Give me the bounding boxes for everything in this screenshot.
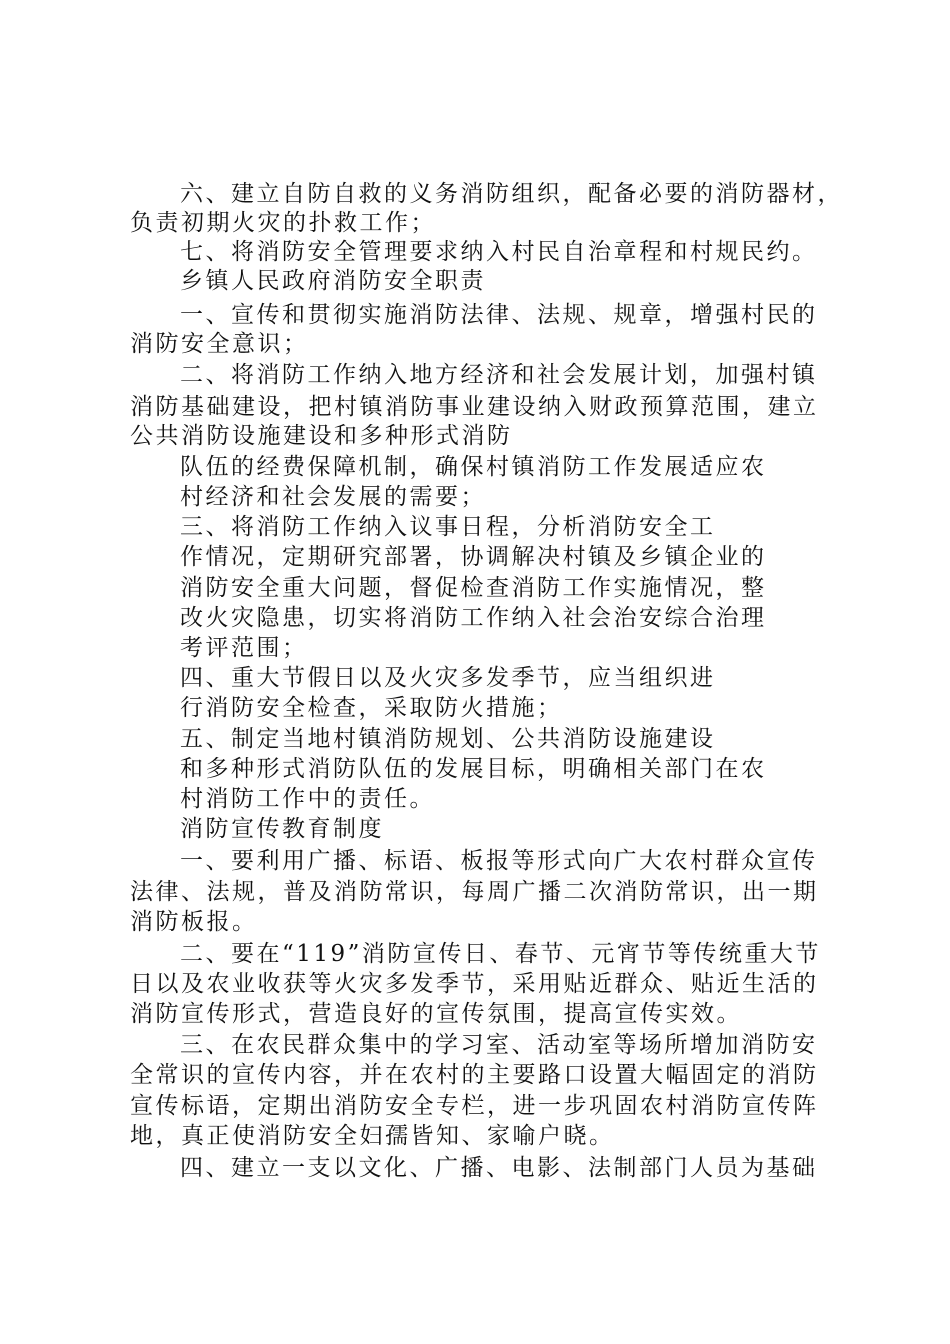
text-line: 消防安全重大问题，督促检查消防工作实施情况，整 (180, 575, 767, 601)
text-line: 作情况，定期研究部署，协调解决村镇及乡镇企业的 (180, 544, 767, 570)
text-line: 七、将消防安全管理要求纳入村民自治章程和村规民约。 (180, 239, 818, 265)
text-line: 村消防工作中的责任。 (180, 786, 435, 812)
section-heading: 乡镇人民政府消防安全职责 (180, 268, 486, 294)
text-line: 公共消防设施建设和多种形式消防 (130, 423, 513, 449)
text-line: 宣传标语，定期出消防安全专栏，进一步巩固农村消防宣传阵 (130, 1093, 819, 1119)
section-heading: 消防宣传教育制度 (180, 816, 384, 842)
text-line: 二、将消防工作纳入地方经济和社会发展计划，加强村镇 (180, 362, 818, 388)
text-line: 三、在农民群众集中的学习室、活动室等场所增加消防安 (180, 1032, 818, 1058)
text-line: 六、建立自防自救的义务消防组织，配备必要的消防器材， (180, 181, 843, 207)
text-line: 一、要利用广播、标语、板报等形式向广大农村群众宣传 (180, 848, 818, 874)
text-line: 考评范围； (180, 635, 308, 661)
text-line: 队伍的经费保障机制，确保村镇消防工作发展适应农 (180, 454, 767, 480)
text-line: 消防宣传形式，营造良好的宣传氛围，提高宣传实效。 (130, 1001, 742, 1027)
text-line: 和多种形式消防队伍的发展目标，明确相关部门在农 (180, 756, 767, 782)
text-line: 四、重大节假日以及火灾多发季节，应当组织进 (180, 665, 716, 691)
text-line: 消防板报。 (130, 909, 258, 935)
text-line: 一、宣传和贯彻实施消防法律、法规、规章，增强村民的 (180, 302, 818, 328)
text-line: 村经济和社会发展的需要； (180, 484, 486, 510)
text-line: 四、建立一支以文化、广播、电影、法制部门人员为基础 (180, 1155, 818, 1181)
text-line: 二、要在“119”消防宣传日、春节、元宵节等传统重大节 (180, 941, 821, 967)
text-line: 日以及农业收获等火灾多发季节，采用贴近群众、贴近生活的 (130, 971, 819, 997)
text-line: 行消防安全检查，采取防火措施； (180, 695, 563, 721)
text-line: 负责初期火灾的扑救工作； (130, 210, 436, 236)
text-line: 改火灾隐患，切实将消防工作纳入社会治安综合治理 (180, 605, 767, 631)
text-line: 三、将消防工作纳入议事日程，分析消防安全工 (180, 514, 716, 540)
text-line: 法律、法规，普及消防常识，每周广播二次消防常识，出一期 (130, 879, 819, 905)
text-line: 消防安全意识； (130, 331, 309, 357)
text-line: 全常识的宣传内容，并在农村的主要路口设置大幅固定的消防 (130, 1062, 819, 1088)
text-line: 五、制定当地村镇消防规划、公共消防设施建设 (180, 726, 716, 752)
text-line: 消防基础建设，把村镇消防事业建设纳入财政预算范围，建立 (130, 394, 819, 420)
text-line: 地，真正使消防安全妇孺皆知、家喻户晓。 (130, 1123, 615, 1149)
